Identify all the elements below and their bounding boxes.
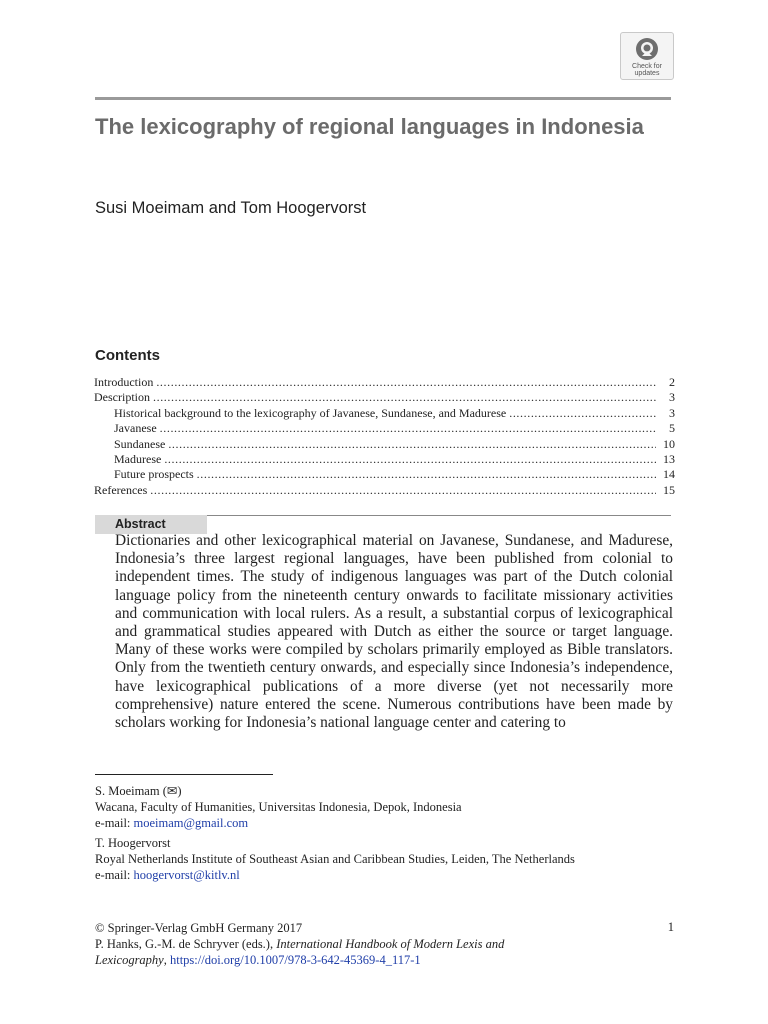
footnote-author-1: [95, 783, 695, 831]
toc-entry-future-prospects[interactable]: [94, 467, 675, 482]
author-line: Susi Moeimam and Tom Hoogervorst: [95, 199, 367, 217]
author-1-email-link[interactable]: moeimam@gmail.com: [133, 816, 249, 830]
abstract-text: Dictionaries and other lexicographical material on Javanese, Sundanese, and Madurese, Indonesia’s three largest regional languages, have been published from colonial to independent times. The study of indigenous languages was part of the Dutch colonial language policy from the nineteenth century onwards to facilitate missionary activities and communication with local rulers. As a result, a substantial corpus of lexicographical and grammatical studies appeared with Dutch as either the source or target language. Many of these works were compiled by scholars primarily employed as Bible translators. Only from the twentieth century onwards, and especially since Indonesia’s independence, have lexicographical publications of a more diverse (yet not necessarily more comprehensive) nature entered the scene. Numerous contributions have been made by scholars working for Indonesia’s national language center and catering to: [115, 532, 673, 732]
author-2-email-label: e-mail:: [95, 868, 131, 882]
toc-entry-javanese[interactable]: [94, 421, 675, 436]
doi-link[interactable]: https://doi.org/10.1007/978-3-642-45369-4_117-1: [169, 953, 421, 967]
editors: P. Hanks, G.-M. de Schryver (eds.),: [95, 937, 274, 951]
toc-leader: [153, 390, 656, 405]
copyright-line: © Springer-Verlag GmbH Germany 2017: [95, 921, 303, 935]
page-footer: © Springer-Verlag GmbH Germany 2017 P. Hanks, G.-M. de Schryver (eds.), International Handbook of Modern Lexis and Lexicography, https://doi.org/10.1007/978-3-642-45369-4_117-1: [95, 920, 675, 968]
author-2-affiliation: Royal Netherlands Institute of Southeast Asian and Caribbean Studies, Leiden, The Netherlands: [95, 852, 575, 866]
toc-entry-references[interactable]: [94, 483, 675, 498]
check-for-updates-label: Check for updates: [632, 63, 662, 77]
toc-entry-label: References: [94, 482, 148, 497]
table-of-contents: [94, 375, 675, 498]
footnote-author-2: [95, 835, 695, 883]
toc-entry-page: 10: [663, 436, 675, 451]
toc-entry-label: Historical background to the lexicography of Javanese, Sundanese, and Madurese: [114, 405, 507, 420]
toc-entry-label: Madurese: [114, 452, 162, 467]
toc-entry-description[interactable]: [94, 390, 675, 405]
toc-entry-madurese[interactable]: [94, 452, 675, 467]
toc-entry-label: Sundanese: [114, 436, 166, 451]
toc-entry-page: 5: [669, 421, 675, 436]
toc-entry-page: 15: [663, 482, 675, 497]
toc-leader: [509, 406, 656, 421]
footnote-rule: [95, 774, 273, 775]
toc-entry-page: 3: [669, 390, 675, 405]
book-title-part-2: Lexicography: [95, 953, 164, 967]
toc-entry-introduction[interactable]: [94, 375, 675, 390]
toc-leader: [197, 467, 656, 482]
toc-leader: [156, 375, 656, 390]
toc-entry-historical-background[interactable]: [94, 406, 675, 421]
toc-entry-label: Javanese: [114, 421, 157, 436]
page-number: 1: [667, 920, 674, 934]
title-rule: [95, 97, 671, 100]
check-for-updates-badge[interactable]: [620, 32, 674, 80]
toc-entry-page: 2: [669, 375, 675, 389]
toc-entry-page: 3: [669, 405, 675, 420]
author-1-name: S. Moeimam: [95, 784, 160, 798]
check-for-updates-icon: [634, 36, 660, 62]
author-1-affiliation: Wacana, Faculty of Humanities, Universitas Indonesia, Depok, Indonesia: [95, 800, 462, 814]
abstract-label: Abstract: [95, 515, 207, 534]
chapter-title: The lexicography of regional languages in Indonesia: [95, 114, 644, 139]
toc-entry-page: 13: [663, 452, 675, 467]
toc-entry-page: 14: [663, 467, 675, 482]
book-title-part-1: International Handbook of Modern Lexis and: [276, 937, 505, 951]
contents-heading: Contents: [95, 347, 160, 364]
author-1-email-label: e-mail:: [95, 816, 131, 830]
toc-leader: [150, 483, 656, 498]
toc-entry-label: Description: [94, 390, 150, 405]
toc-entry-sundanese[interactable]: [94, 437, 675, 452]
author-2-email-link[interactable]: hoogervorst@kitlv.nl: [133, 868, 240, 882]
toc-leader: [168, 437, 656, 452]
author-2-name: T. Hoogervorst: [95, 836, 171, 850]
toc-entry-label: Future prospects: [114, 467, 194, 482]
toc-entry-label: Introduction: [94, 375, 154, 389]
mail-icon[interactable]: (✉): [162, 784, 182, 798]
toc-leader: [160, 421, 656, 436]
toc-leader: [164, 452, 656, 467]
